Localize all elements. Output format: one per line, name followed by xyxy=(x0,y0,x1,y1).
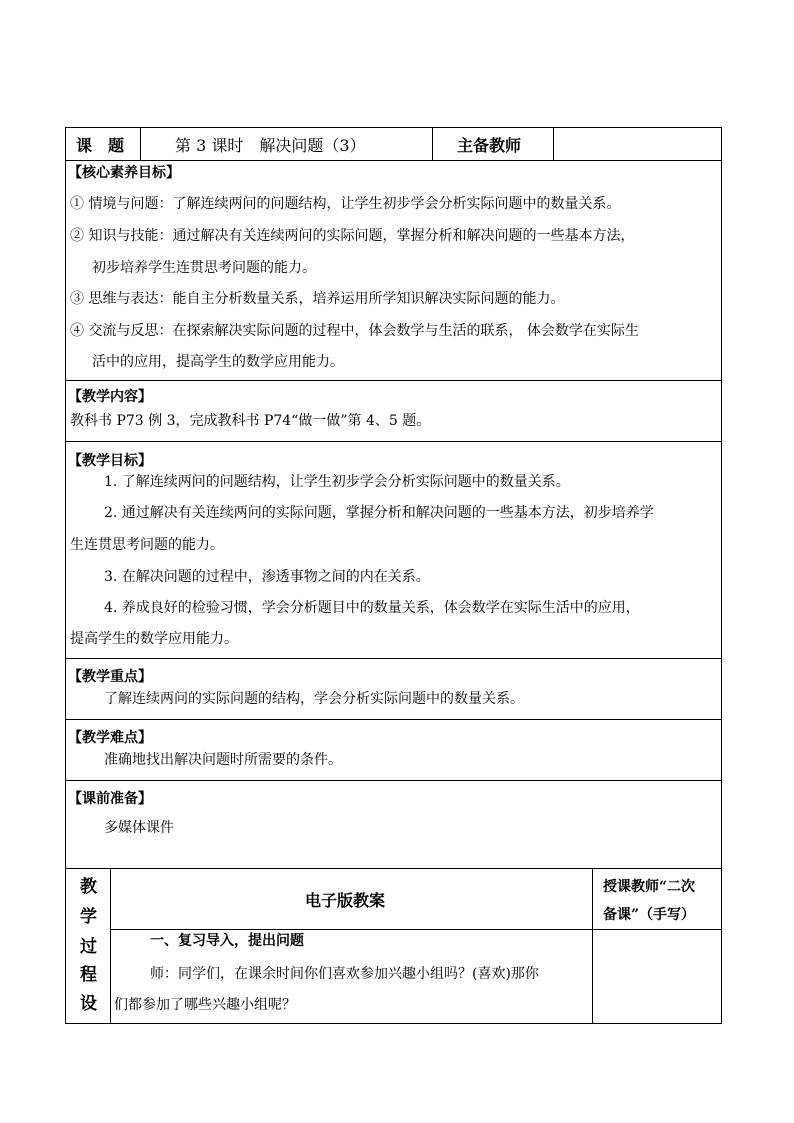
process-line: 们都参加了哪些兴趣小组呢？ xyxy=(114,997,296,1013)
lesson-title: 第 3 课时 解决问题（3） xyxy=(175,136,366,155)
section-divider xyxy=(65,868,722,869)
goals-heading: 【教学目标】 xyxy=(68,453,152,469)
section-divider xyxy=(65,780,722,781)
core-goal-line: ③ 思维与表达：能自主分析数量关系，培养运用所学知识解决实际问题的能力。 xyxy=(70,291,565,307)
key-points-heading: 【教学重点】 xyxy=(68,669,152,685)
goal-line: 1. 了解连续两问的问题结构，让学生初步学会分析实际问题中的数量关系。 xyxy=(104,474,570,490)
core-goal-line: ④ 交流与反思：在探索解决实际问题的过程中，体会数学与生活的联系， 体会数学在实际生 xyxy=(70,323,639,339)
process-side-char: 设 xyxy=(80,994,97,1014)
header-divider-2 xyxy=(432,127,433,160)
core-goals-heading: 【核心素养目标】 xyxy=(68,165,180,181)
core-goal-line: 活中的应用，提高学生的数学应用能力。 xyxy=(92,354,344,370)
section-divider xyxy=(65,380,722,381)
lead-teacher-label: 主备教师 xyxy=(457,136,522,155)
process-side-char: 学 xyxy=(80,907,97,927)
content-text: 教科书 P73 例 3，完成教科书 P74“做一做”第 4、5 题。 xyxy=(70,413,431,429)
header-divider-3 xyxy=(553,127,554,160)
difficulties-heading: 【教学难点】 xyxy=(68,730,152,746)
header-bottom-line xyxy=(65,160,722,161)
preparation-text: 多媒体课件 xyxy=(104,820,174,836)
process-right-divider xyxy=(592,868,593,1024)
process-section-title: 一、复习导入，提出问题 xyxy=(150,933,304,949)
process-side-char: 教 xyxy=(80,877,97,897)
core-goal-line: ① 情境与问题：了解连续两问的问题结构，让学生初步学会分析实际问题中的数量关系。 xyxy=(70,196,621,212)
goal-line: 2. 通过解决有关连续两问的实际问题，掌握分析和解决问题的一些基本方法，初步培养学 xyxy=(104,505,654,521)
process-side-char: 程 xyxy=(80,965,97,985)
process-header-line xyxy=(110,929,722,930)
difficulties-text: 准确地找出解决问题时所需要的条件。 xyxy=(104,752,342,768)
process-side-char: 过 xyxy=(80,937,97,957)
core-goal-line: 初步培养学生连贯思考问题的能力。 xyxy=(92,260,316,276)
topic-label: 课 题 xyxy=(76,136,125,155)
section-divider xyxy=(65,441,722,442)
second-prep-header-line1: 授课教师“二次 xyxy=(603,879,696,895)
section-divider xyxy=(65,658,722,659)
header-divider-1 xyxy=(140,127,141,160)
goal-line: 生连贯思考问题的能力。 xyxy=(70,537,224,553)
goal-line: 3. 在解决问题的过程中，渗透事物之间的内在关系。 xyxy=(104,569,430,585)
core-goal-line: ② 知识与技能：通过解决有关连续两问的实际问题，掌握分析和解决问题的一些基本方法， xyxy=(70,228,635,244)
goal-line: 提高学生的数学应用能力。 xyxy=(70,631,238,647)
key-points-text: 了解连续两问的实际问题的结构，学会分析实际问题中的数量关系。 xyxy=(104,691,524,707)
electronic-plan-header: 电子版教案 xyxy=(305,891,386,910)
second-prep-header-line2: 备课”（手写） xyxy=(603,907,696,923)
content-heading: 【教学内容】 xyxy=(68,389,152,405)
process-line: 师：同学们，在课余时间你们喜欢参加兴趣小组吗？(喜欢)那你 xyxy=(150,966,539,982)
goal-line: 4. 养成良好的检验习惯，学会分析题目中的数量关系，体会数学在实际生活中的应用， xyxy=(104,600,640,616)
preparation-heading: 【课前准备】 xyxy=(68,791,152,807)
process-left-divider xyxy=(110,868,111,1024)
section-divider xyxy=(65,719,722,720)
